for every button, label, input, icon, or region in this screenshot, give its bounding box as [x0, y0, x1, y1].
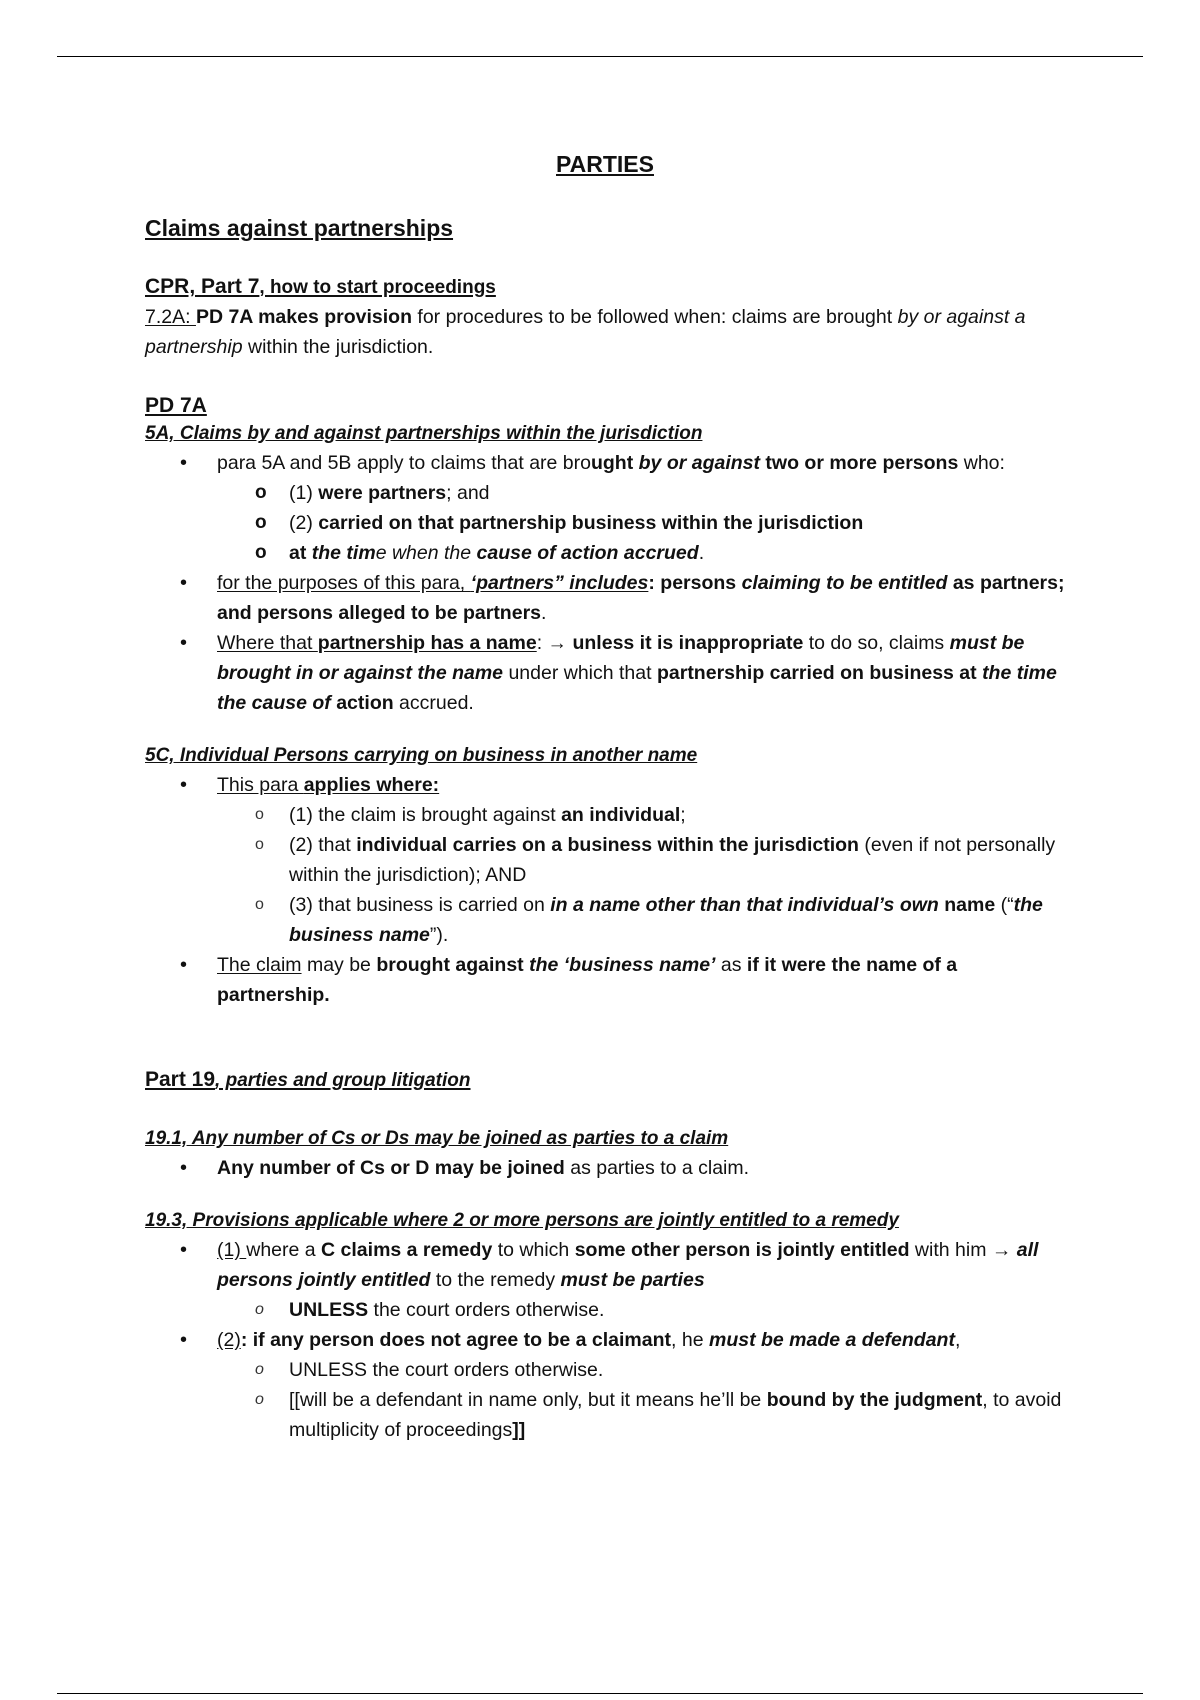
bottom-rule	[57, 1693, 1143, 1694]
rule-19-3-2-sublist	[217, 1355, 1065, 1445]
list-item: • para 5A and 5B apply to claims that are brought by or against two or more persons who: o (1) were partners; and o (2) carried on that partnership business within the jurisdiction o at the time when the cause of action accrued.	[217, 448, 1065, 568]
pd7a-5a-sublist	[217, 478, 1065, 568]
rule-19-1-list	[145, 1153, 1065, 1183]
list-item: o at the time when the cause of action accrued.	[289, 538, 1065, 568]
list-item: o UNLESS the court orders otherwise.	[289, 1355, 1065, 1385]
document-body	[145, 145, 1065, 1445]
pd7a-5c-sublist	[217, 800, 1065, 950]
list-item: o (3) that business is carried on in a name other than that individual’s own name (“the business name”).	[289, 890, 1065, 950]
list-item: o (2) carried on that partnership business within the jurisdiction	[289, 508, 1065, 538]
pd7a-5c-heading: 5C, Individual Persons carrying on business in another name	[145, 745, 698, 766]
pd7a-5a-list	[145, 448, 1065, 718]
pd7a-5a-heading: 5A, Claims by and against partnerships within the jurisdiction	[145, 423, 703, 444]
list-item: • (2): if any person does not agree to be a claimant, he must be made a defendant, o UNLESS the court orders otherwise. o [[will be a defendant in name only, but it means he’ll be bound by the judgment, to avoid multiplicity of proceedings]]	[217, 1325, 1065, 1445]
list-item: • for the purposes of this para, ‘partners” includes: persons claiming to be entitled as partners; and persons alleged to be partners.	[217, 568, 1065, 628]
list-item: • (1) where a C claims a remedy to which some other person is jointly entitled with him → all persons jointly entitled to the remedy must be parties o UNLESS the court orders otherwise.	[217, 1235, 1065, 1325]
list-item: • Any number of Cs or D may be joined as parties to a claim.	[217, 1153, 1065, 1183]
list-item: • The claim may be brought against the ‘business name’ as if it were the name of a partnership.	[217, 950, 1065, 1010]
pd7a-heading: PD 7A	[145, 394, 207, 417]
list-item: o (2) that individual carries on a business within the jurisdiction (even if not personally within the jurisdiction); AND	[289, 830, 1065, 890]
rule-19-1-heading: 19.1, Any number of Cs or Ds may be joined as parties to a claim	[145, 1128, 729, 1149]
list-item: • This para applies where: o (1) the claim is brought against an individual; o (2) that individual carries on a business within the jurisdiction (even if not personally within the jurisdiction); AND o (3) that business is carried on in a name other than that individual’s own name (“the business name”).	[217, 770, 1065, 950]
part19-heading: Part 19, parties and group litigation	[145, 1068, 471, 1091]
rule-7-2a-paragraph: 7.2A: PD 7A makes provision for procedures to be followed when: claims are brought by or against a partnership within the jurisdiction.	[145, 306, 1026, 358]
rule-19-3-heading: 19.3, Provisions applicable where 2 or more persons are jointly entitled to a remedy	[145, 1210, 899, 1231]
list-item: o (1) the claim is brought against an individual;	[289, 800, 1065, 830]
rule-19-3-list	[145, 1235, 1065, 1445]
list-item: • Where that partnership has a name: → unless it is inappropriate to do so, claims must be brought in or against the name under which that partnership carried on business at the time the cause of action accrued.	[217, 628, 1065, 718]
page-title: PARTIES	[556, 151, 654, 177]
list-item: o UNLESS the court orders otherwise.	[289, 1295, 1065, 1325]
section-heading-partnerships: Claims against partnerships	[145, 215, 454, 241]
list-item: o [[will be a defendant in name only, but it means he’ll be bound by the judgment, to avoid multiplicity of proceedings]]	[289, 1385, 1065, 1445]
top-rule	[57, 56, 1143, 57]
rule-19-3-1-sublist	[217, 1295, 1065, 1325]
cpr-part7-heading: CPR, Part 7, how to start proceedings	[145, 275, 496, 298]
pd7a-5c-list	[145, 770, 1065, 1010]
list-item: o (1) were partners; and	[289, 478, 1065, 508]
